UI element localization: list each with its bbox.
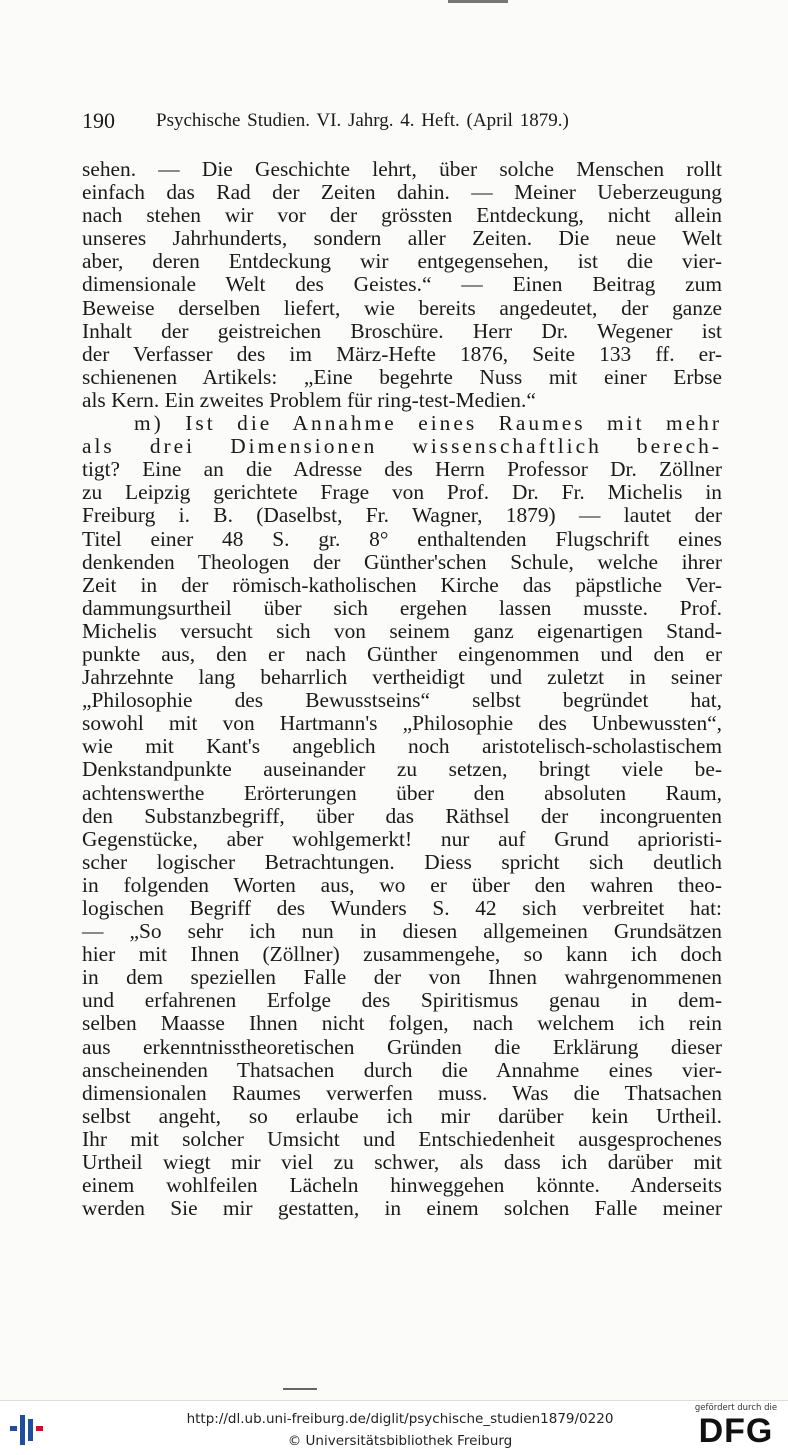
text-line: unseres Jahrhunderts, sondern aller Zeiten. Die neue Welt [82,226,722,251]
text-line: Freiburg i. B. (Daselbst, Fr. Wagner, 1879) — lautet der [82,503,722,528]
body-text [82,158,722,1220]
text-line: werden Sie mir gestatten, in einem solchen Falle meiner [82,1196,722,1221]
text-line: nach stehen wir vor der grössten Entdeckung, nicht allein [82,203,722,228]
library-logo-icon [10,1409,50,1449]
text-line: Zeit in der römisch-katholischen Kirche das päpstliche Ver- [82,572,722,597]
text-line: schienenen Artikels: „Eine begehrte Nuss mit einer Erbse [82,364,722,389]
text-line: einfach das Rad der Zeiten dahin. — Meiner Ueberzeugung [82,180,722,205]
page-header [82,106,722,136]
text-line: in dem speziellen Falle der von Ihnen wahrgenommenen [82,965,722,990]
viewer-footer [0,1400,788,1455]
text-line: aber, deren Entdeckung wir entgegensehen, ist die vier- [82,249,722,274]
text-line: Denkstandpunkte auseinander zu setzen, bringt viele be- [82,757,722,782]
copyright-notice: © Universitätsbibliothek Freiburg [287,1433,513,1449]
text-line: Gegenstücke, aber wohlgemerkt! nur auf Grund aprioristi- [82,826,722,851]
text-line: dimensionalen Raumes verwerfen muss. Was die Thatsachen [82,1080,722,1105]
section-heading-line: m) Ist die Annahme eines Raumes mit mehr [134,411,722,436]
text-line: anscheinenden Thatsachen durch die Annahme eines vier- [82,1057,722,1082]
text-line: und erfahrenen Erfolge des Spiritismus genau in dem- [82,988,722,1013]
text-line: Beweise derselben liefert, wie bereits angedeutet, der ganze [82,295,722,320]
dfg-logo-text: DFG [698,1412,774,1450]
sponsor-note: gefördert durch die [694,1403,778,1413]
text-line: logischen Begriff des Wunders S. 42 sich verbreitet hat: [82,896,722,920]
dfg-logo [690,1403,782,1453]
section-heading-line: als drei Dimensionen wissenschaftlich berech- [82,434,722,459]
text-line: tigt? Eine an die Adresse des Herrn Professor Dr. Zöllner [82,457,722,482]
text-line: einem wohlfeilen Lächeln hinweggehen könnte. Anderseits [82,1173,722,1198]
text-line: denkenden Theologen der Günther'schen Schule, welche ihrer [82,549,722,574]
text-line: als Kern. Ein zweites Problem für ring-test-Medien.“ [82,387,536,412]
permalink-url[interactable]: http://dl.ub.uni-freiburg.de/diglit/psychische_studien1879/0220 [186,1411,614,1427]
text-line: Titel einer 48 S. gr. 8° enthaltenden Flugschrift eines [82,526,722,551]
text-line: punkte aus, den er nach Günther eingenommen und den er [82,641,722,666]
text-line: „Philosophie des Bewusstseins“ selbst begründet hat, [82,688,722,713]
text-line: zu Leipzig gerichtete Frage von Prof. Dr. Fr. Michelis in [82,480,722,505]
text-line: selbst angeht, so erlaube ich mir darüber kein Urtheil. [82,1103,722,1128]
text-line: Michelis versucht sich von seinem ganz eigenartigen Stand- [82,618,722,643]
page-foot-mark [283,1388,317,1390]
text-line: scher logischer Betrachtungen. Diess spricht sich deutlich [82,849,722,874]
text-line: dammungsurtheil über sich ergehen lassen musste. Prof. [82,595,722,620]
text-line: — „So sehr ich nun in diesen allgemeinen Grundsätzen [82,919,722,944]
text-line: selben Maasse Ihnen nicht folgen, nach welchem ich rein [82,1011,722,1036]
page-top-mark [448,0,508,3]
text-line: in folgenden Worten aus, wo er über den wahren theo- [82,872,722,897]
page-number: 190 [82,108,115,133]
text-line: wie mit Kant's angeblich noch aristotelisch-scholastischem [82,734,722,759]
text-line: aus erkenntnisstheoretischen Gründen die Erklärung dieser [82,1034,722,1059]
text-line: den Substanzbegriff, über das Räthsel der incongruenten [82,803,722,828]
text-line: Ihr mit solcher Umsicht und Entschiedenheit ausgesprochenes [82,1126,722,1151]
text-line: achtenswerthe Erörterungen über den absoluten Raum, [82,780,722,805]
text-line: Urtheil wiegt mir viel zu schwer, als dass ich darüber mit [82,1150,722,1175]
running-title: Psychische Studien. VI. Jahrg. 4. Heft. (April 1879.) [156,110,569,131]
text-line: der Verfasser des im März-Hefte 1876, Seite 133 ff. er- [82,341,722,366]
text-line: dimensionale Welt des Geistes.“ — Einen Beitrag zum [82,272,722,297]
text-line: sowohl mit von Hartmann's „Philosophie des Unbewussten“, [82,711,722,736]
text-line: Inhalt der geistreichen Broschüre. Herr Dr. Wegener ist [82,318,722,343]
text-line: sehen. — Die Geschichte lehrt, über solche Menschen rollt [82,157,722,181]
text-line: hier mit Ihnen (Zöllner) zusammengehe, so kann ich doch [82,942,722,967]
text-line: Jahrzehnte lang beharrlich vertheidigt und zuletzt in seiner [82,665,722,690]
